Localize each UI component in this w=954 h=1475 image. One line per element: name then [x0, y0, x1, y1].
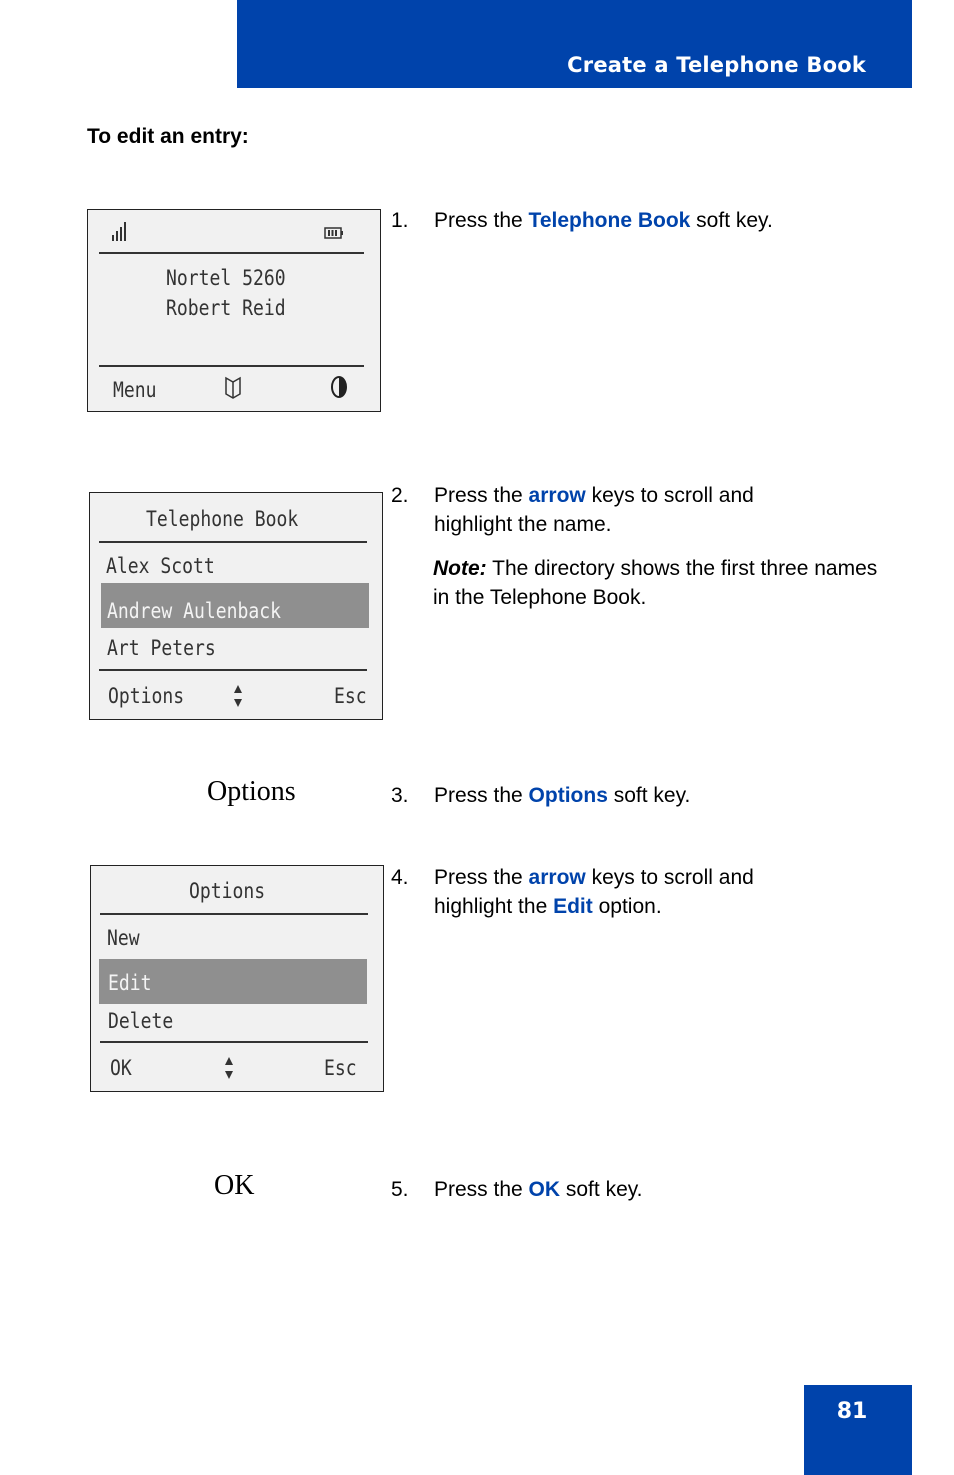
header-band: [237, 0, 912, 88]
screen-line-model: Nortel 5260: [166, 266, 286, 290]
key-name: Telephone Book: [528, 209, 691, 232]
step-text: Press the arrow keys to scroll and highlight the name.: [434, 484, 754, 536]
signal-strength-icon: [110, 220, 130, 246]
list-item-selected[interactable]: [101, 583, 369, 628]
divider: [99, 669, 367, 671]
step-text: Press the arrow keys to scroll and highlight the Edit option.: [434, 866, 754, 918]
softkey-menu[interactable]: Menu: [113, 378, 157, 402]
menu-item-label: Edit: [108, 971, 152, 995]
key-name: Options: [528, 784, 608, 807]
divider: [99, 365, 364, 367]
list-item[interactable]: Alex Scott: [106, 554, 215, 578]
phone-screen-telephone-book: [89, 492, 383, 720]
divider: [100, 913, 368, 915]
divider: [99, 541, 367, 543]
step-number: 5.: [391, 1178, 409, 1201]
telephone-book-icon[interactable]: [224, 374, 242, 404]
step-text: Press the Telephone Book soft key.: [434, 209, 773, 232]
battery-icon: [324, 224, 344, 243]
step-text: Press the OK soft key.: [434, 1178, 643, 1201]
contrast-icon[interactable]: [328, 375, 350, 403]
note-label: Note:: [433, 557, 487, 580]
key-name: Edit: [553, 895, 593, 918]
list-item[interactable]: Art Peters: [107, 636, 216, 660]
step-text: Press the Options soft key.: [434, 784, 691, 807]
list-item-label: Andrew Aulenback: [107, 599, 281, 623]
softkey-ok[interactable]: OK: [110, 1056, 132, 1080]
step-number: 2.: [391, 484, 409, 507]
divider: [99, 252, 364, 254]
key-name: arrow: [528, 866, 586, 889]
step-number: 1.: [391, 209, 409, 232]
note: [433, 554, 883, 612]
key-name: arrow: [528, 484, 586, 507]
menu-item-edit-selected[interactable]: [99, 959, 367, 1004]
menu-item-new[interactable]: New: [107, 926, 140, 950]
scroll-arrows-icon[interactable]: [224, 1055, 234, 1085]
section-heading: To edit an entry:: [87, 125, 249, 148]
phone-screen-idle: [87, 209, 381, 412]
divider: [100, 1041, 368, 1043]
header-title: Create a Telephone Book: [567, 53, 866, 77]
scroll-arrows-icon[interactable]: [233, 683, 243, 713]
menu-item-delete[interactable]: Delete: [108, 1009, 174, 1033]
step-number: 4.: [391, 866, 409, 889]
page-number: 81: [836, 1399, 868, 1424]
screen-title: Options: [189, 879, 266, 903]
phone-screen-options: [90, 865, 384, 1092]
softkey-options[interactable]: Options: [108, 684, 185, 708]
note-text: The directory shows the first three names in the Telephone Book.: [433, 557, 878, 609]
step-number: 3.: [391, 784, 409, 807]
screen-line-user: Robert Reid: [166, 296, 286, 320]
ok-softkey-label: OK: [214, 1170, 255, 1201]
screen-title: Telephone Book: [146, 507, 299, 531]
page-number-box: [804, 1385, 912, 1475]
softkey-esc[interactable]: Esc: [334, 684, 367, 708]
options-softkey-label: Options: [207, 776, 296, 807]
softkey-esc[interactable]: Esc: [324, 1056, 357, 1080]
key-name: OK: [528, 1178, 561, 1201]
